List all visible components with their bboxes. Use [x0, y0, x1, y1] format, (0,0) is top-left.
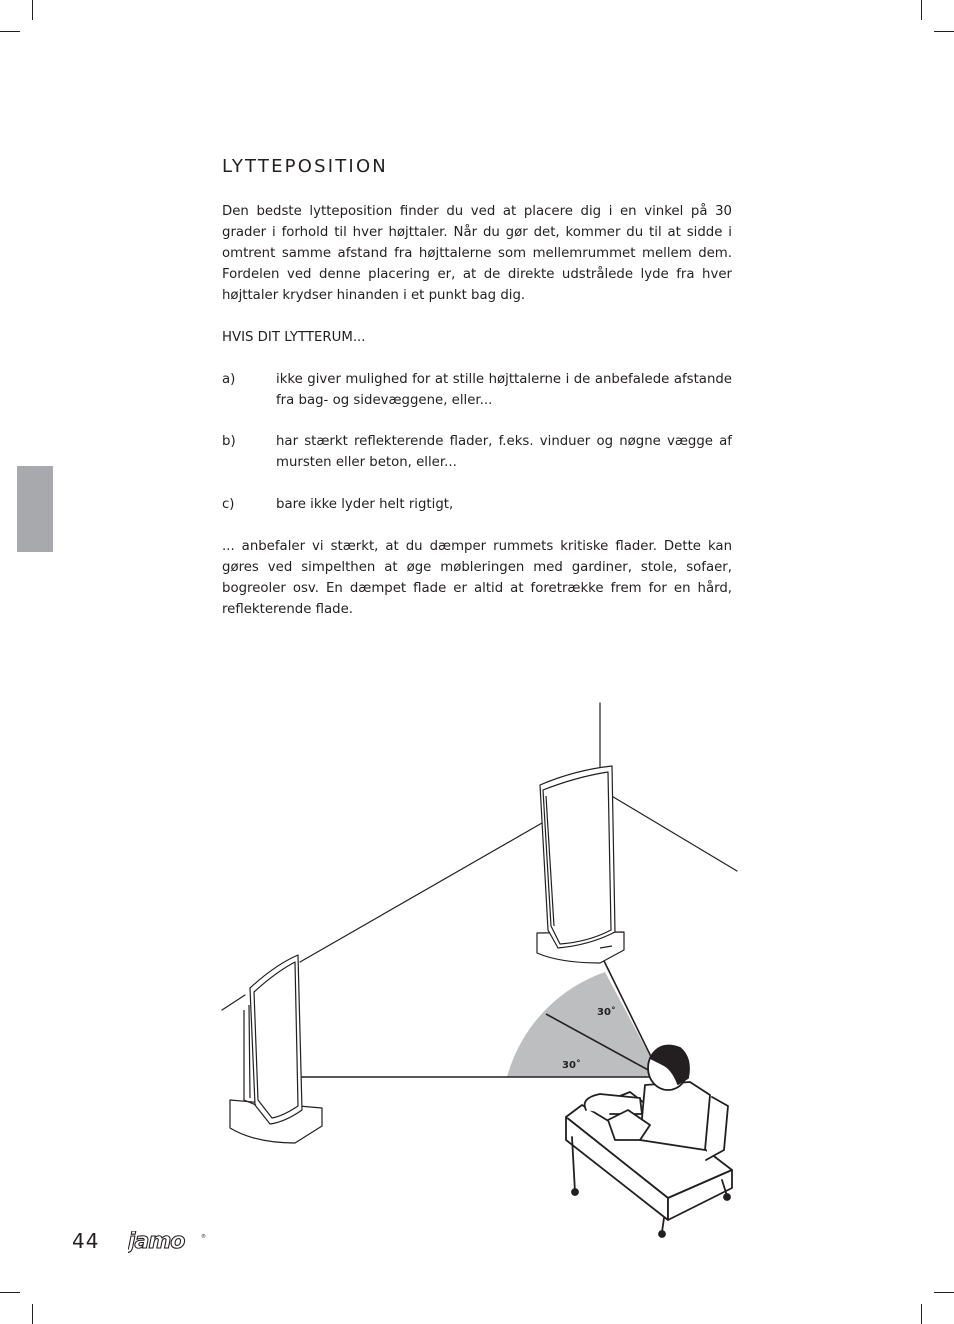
section-heading: LYTTEPOSITION	[222, 156, 388, 177]
angle-label-upper: 30˚	[597, 1007, 616, 1018]
crop-mark	[0, 1292, 20, 1293]
list-item	[222, 431, 732, 473]
svg-text:jamo: jamo	[128, 1231, 185, 1253]
list-item-text: ikke giver mulighed for at stille højttalerne i de anbefalede afstande fra bag- og sidevæggene, eller...	[276, 372, 732, 408]
left-speaker	[230, 955, 322, 1143]
list-item	[222, 494, 732, 515]
jamo-logo	[128, 1231, 208, 1253]
list-marker: b)	[222, 434, 236, 449]
crop-mark	[921, 1304, 922, 1324]
list-marker: c)	[222, 497, 235, 512]
list-item	[222, 369, 732, 411]
svg-text:®: ®	[201, 1234, 206, 1240]
list-item-text: bare ikke lyder helt rigtigt,	[276, 497, 454, 512]
angle-label-lower: 30˚	[562, 1060, 581, 1071]
language-side-tab	[17, 466, 53, 552]
condition-intro: HVIS DIT LYTTERUM...	[222, 330, 366, 345]
conclusion-paragraph: ... anbefaler vi stærkt, at du dæmper rummets kritiske flader. Dette kan gøres ved simpelthen at øge møbleringen med gardiner, stole, sofaer, bogreoler osv. En dæmpet flade er altid at foretrække frem for en hård, reflekterende flade.	[222, 539, 732, 617]
crop-mark	[934, 1292, 954, 1293]
angle-wedge	[507, 972, 661, 1077]
listening-position-illustration	[200, 690, 760, 1250]
wall-line	[300, 823, 542, 962]
crop-mark	[32, 0, 33, 20]
wall-line	[222, 995, 245, 1010]
intro-paragraph: Den bedste lytteposition finder du ved at placere dig i en vinkel på 30 grader i forhold til hver højttaler. Når du gør det, kommer du til at sidde i omtrent samme afstand fra højttalerne som mellemrummet mellem dem. Fordelen ved denne placering er, at de direkte udstrålede lyde fra hver højttaler krydser hinanden i et punkt bag dig.	[222, 204, 732, 303]
crop-mark	[921, 0, 922, 20]
list-marker: a)	[222, 372, 236, 387]
list-item-text: har stærkt reflekterende flader, f.eks. vinduer og nøgne vægge af mursten eller beton, eller...	[276, 434, 732, 470]
wall-line	[610, 795, 737, 871]
page-number: 44	[72, 1229, 100, 1253]
crop-mark	[32, 1304, 33, 1324]
crop-mark	[934, 31, 954, 32]
crop-mark	[0, 31, 20, 32]
right-speaker	[537, 766, 624, 963]
